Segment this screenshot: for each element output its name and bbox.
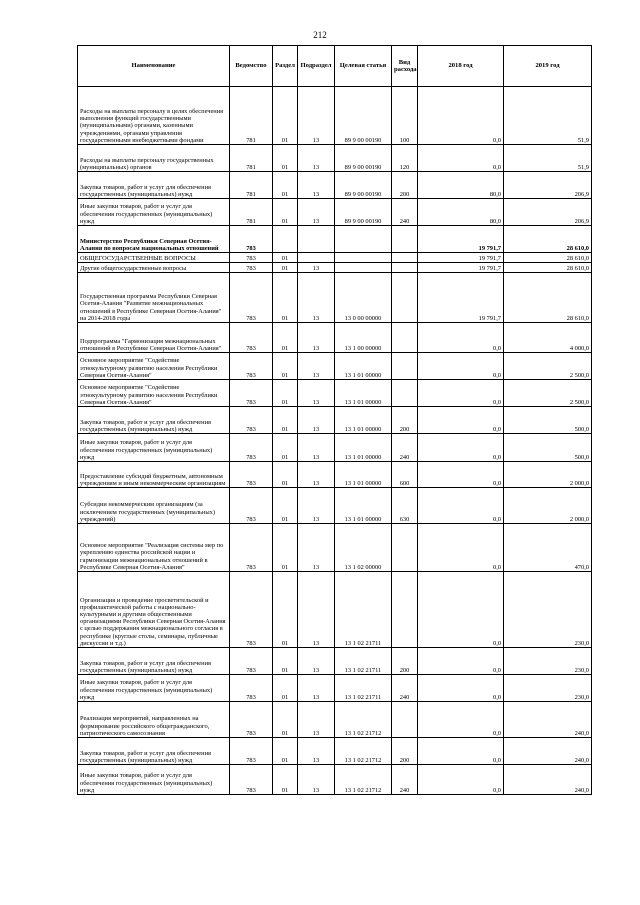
cell-2018: 0,0 bbox=[418, 145, 504, 172]
header-2019: 2019 год bbox=[504, 46, 592, 87]
cell-subsection bbox=[298, 253, 335, 263]
cell-ministry: 783 bbox=[230, 253, 273, 263]
cell-section: 01 bbox=[273, 488, 298, 524]
cell-expense-type: 200 bbox=[392, 738, 418, 765]
cell-expense-type: 240 bbox=[392, 675, 418, 702]
cell-2019: 51,9 bbox=[504, 87, 592, 145]
cell-section: 01 bbox=[273, 738, 298, 765]
cell-expense-type: 240 bbox=[392, 434, 418, 462]
cell-2019: 230,0 bbox=[504, 572, 592, 648]
cell-target: 13 1 01 00000 bbox=[335, 380, 392, 407]
cell-2019: 500,0 bbox=[504, 434, 592, 462]
cell-name: Закупка товаров, работ и услуг для обеспечения государственных (муниципальных) нужд bbox=[78, 738, 230, 765]
table-row bbox=[78, 407, 592, 434]
cell-ministry: 783 bbox=[230, 380, 273, 407]
table-row bbox=[78, 675, 592, 702]
cell-2018: 19 791,7 bbox=[418, 226, 504, 253]
cell-2018: 0,0 bbox=[418, 488, 504, 524]
table-row bbox=[78, 524, 592, 572]
cell-ministry: 783 bbox=[230, 702, 273, 738]
table-row bbox=[78, 226, 592, 253]
table-row bbox=[78, 462, 592, 488]
cell-2018: 0,0 bbox=[418, 675, 504, 702]
table-row bbox=[78, 488, 592, 524]
cell-target: 13 1 00 00000 bbox=[335, 323, 392, 353]
cell-2018: 0,0 bbox=[418, 648, 504, 675]
cell-target: 89 9 00 00190 bbox=[335, 87, 392, 145]
cell-name: Министерство Республики Северная Осетия-Алания по вопросам национальных отношений bbox=[78, 226, 230, 253]
cell-2019: 2 500,0 bbox=[504, 380, 592, 407]
table-row bbox=[78, 145, 592, 172]
cell-2019: 2 500,0 bbox=[504, 353, 592, 380]
header-target: Целевая статья bbox=[335, 46, 392, 87]
cell-name: Предоставление субсидий бюджетным, автономным учреждениям и иным некоммерческим организациям bbox=[78, 462, 230, 488]
cell-subsection: 13 bbox=[298, 323, 335, 353]
cell-expense-type bbox=[392, 702, 418, 738]
cell-target: 89 9 00 00190 bbox=[335, 199, 392, 226]
cell-subsection: 13 bbox=[298, 145, 335, 172]
cell-ministry: 781 bbox=[230, 87, 273, 145]
cell-target: 13 1 02 21712 bbox=[335, 702, 392, 738]
cell-section: 01 bbox=[273, 675, 298, 702]
cell-section: 01 bbox=[273, 172, 298, 199]
cell-2019: 28 610,0 bbox=[504, 263, 592, 273]
table-row bbox=[78, 172, 592, 199]
cell-expense-type: 200 bbox=[392, 648, 418, 675]
cell-name: Расходы на выплаты персоналу в целях обеспечения выполнения функций государственными (муниципальными) органами, казенными учреждениями, органами управления государственными внебюджетными фондами bbox=[78, 87, 230, 145]
cell-subsection: 13 bbox=[298, 353, 335, 380]
cell-2019: 4 000,0 bbox=[504, 323, 592, 353]
cell-subsection: 13 bbox=[298, 702, 335, 738]
cell-2018: 0,0 bbox=[418, 434, 504, 462]
cell-subsection: 13 bbox=[298, 462, 335, 488]
cell-ministry: 781 bbox=[230, 172, 273, 199]
cell-2018: 0,0 bbox=[418, 380, 504, 407]
cell-2019: 2 000,0 bbox=[504, 462, 592, 488]
header-subsection: Подраздел bbox=[298, 46, 335, 87]
cell-subsection: 13 bbox=[298, 738, 335, 765]
cell-ministry: 781 bbox=[230, 145, 273, 172]
table-row bbox=[78, 253, 592, 263]
cell-name: Государственная программа Республики Северная Осетия-Алания "Развитие межнациональных отношений в Республике Северная Осетия-Алания" на 2014-2018 годы bbox=[78, 273, 230, 323]
cell-name: Основное мероприятие "Содействие этнокультурному развитию населения Республики Северная Осетия-Алания" bbox=[78, 353, 230, 380]
cell-expense-type: 200 bbox=[392, 407, 418, 434]
cell-ministry: 783 bbox=[230, 226, 273, 253]
table-row bbox=[78, 648, 592, 675]
cell-subsection: 13 bbox=[298, 675, 335, 702]
cell-name: Закупка товаров, работ и услуг для обеспечения государственных (муниципальных) нужд bbox=[78, 172, 230, 199]
cell-expense-type: 100 bbox=[392, 87, 418, 145]
cell-expense-type bbox=[392, 323, 418, 353]
cell-2019: 28 610,0 bbox=[504, 226, 592, 253]
cell-subsection: 13 bbox=[298, 434, 335, 462]
cell-2018: 0,0 bbox=[418, 572, 504, 648]
header-2018: 2018 год bbox=[418, 46, 504, 87]
cell-target: 89 9 00 00190 bbox=[335, 172, 392, 199]
cell-target: 89 9 00 00190 bbox=[335, 145, 392, 172]
cell-expense-type: 240 bbox=[392, 199, 418, 226]
cell-ministry: 783 bbox=[230, 488, 273, 524]
cell-ministry: 783 bbox=[230, 572, 273, 648]
cell-ministry: 783 bbox=[230, 648, 273, 675]
cell-ministry: 783 bbox=[230, 273, 273, 323]
cell-name: Иные закупки товаров, работ и услуг для обеспечения государственных (муниципальных) нужд bbox=[78, 765, 230, 795]
table-header-row bbox=[78, 46, 592, 87]
table-row bbox=[78, 765, 592, 795]
cell-subsection: 13 bbox=[298, 199, 335, 226]
cell-subsection: 13 bbox=[298, 765, 335, 795]
cell-ministry: 783 bbox=[230, 675, 273, 702]
cell-target bbox=[335, 253, 392, 263]
cell-section: 01 bbox=[273, 273, 298, 323]
header-section: Раздел bbox=[273, 46, 298, 87]
cell-ministry: 783 bbox=[230, 407, 273, 434]
cell-2018: 0,0 bbox=[418, 702, 504, 738]
table-row bbox=[78, 273, 592, 323]
cell-2019: 2 000,0 bbox=[504, 488, 592, 524]
cell-expense-type: 120 bbox=[392, 145, 418, 172]
cell-2018: 0,0 bbox=[418, 524, 504, 572]
table-row bbox=[78, 380, 592, 407]
cell-target: 13 1 02 21712 bbox=[335, 765, 392, 795]
cell-section: 01 bbox=[273, 199, 298, 226]
cell-ministry: 783 bbox=[230, 434, 273, 462]
table-body bbox=[78, 87, 592, 795]
cell-subsection: 13 bbox=[298, 488, 335, 524]
cell-name: Иные закупки товаров, работ и услуг для обеспечения государственных (муниципальных) нужд bbox=[78, 675, 230, 702]
cell-section: 01 bbox=[273, 524, 298, 572]
cell-ministry: 783 bbox=[230, 462, 273, 488]
table-row bbox=[78, 323, 592, 353]
cell-target: 13 1 02 21712 bbox=[335, 738, 392, 765]
cell-2019: 240,0 bbox=[504, 702, 592, 738]
cell-expense-type bbox=[392, 353, 418, 380]
cell-section: 01 bbox=[273, 145, 298, 172]
cell-ministry: 783 bbox=[230, 263, 273, 273]
cell-2019: 240,0 bbox=[504, 738, 592, 765]
table-row bbox=[78, 199, 592, 226]
cell-target: 13 1 01 00000 bbox=[335, 488, 392, 524]
cell-2019: 206,9 bbox=[504, 172, 592, 199]
cell-target: 13 1 02 21711 bbox=[335, 572, 392, 648]
cell-name: Иные закупки товаров, работ и услуг для обеспечения государственных (муниципальных) нужд bbox=[78, 199, 230, 226]
header-name: Наименование bbox=[78, 46, 230, 87]
table-row bbox=[78, 702, 592, 738]
cell-section: 01 bbox=[273, 765, 298, 795]
table-row bbox=[78, 738, 592, 765]
cell-2019: 51,9 bbox=[504, 145, 592, 172]
cell-name: Закупка товаров, работ и услуг для обеспечения государственных (муниципальных) нужд bbox=[78, 407, 230, 434]
cell-ministry: 783 bbox=[230, 353, 273, 380]
cell-2018: 19 791,7 bbox=[418, 273, 504, 323]
cell-2018: 0,0 bbox=[418, 738, 504, 765]
cell-2019: 230,0 bbox=[504, 675, 592, 702]
cell-target bbox=[335, 226, 392, 253]
cell-section: 01 bbox=[273, 263, 298, 273]
header-ministry: Ведомство bbox=[230, 46, 273, 87]
cell-name: Другие общегосударственные вопросы bbox=[78, 263, 230, 273]
cell-name: Иные закупки товаров, работ и услуг для обеспечения государственных (муниципальных) нужд bbox=[78, 434, 230, 462]
cell-section: 01 bbox=[273, 87, 298, 145]
cell-expense-type: 240 bbox=[392, 765, 418, 795]
cell-expense-type bbox=[392, 380, 418, 407]
cell-name: ОБЩЕГОСУДАРСТВЕННЫЕ ВОПРОСЫ bbox=[78, 253, 230, 263]
page-number: 212 bbox=[313, 30, 327, 40]
cell-subsection: 13 bbox=[298, 648, 335, 675]
table-row bbox=[78, 353, 592, 380]
cell-target: 13 1 01 00000 bbox=[335, 353, 392, 380]
cell-section: 01 bbox=[273, 323, 298, 353]
cell-target: 13 1 02 21711 bbox=[335, 648, 392, 675]
cell-subsection: 13 bbox=[298, 87, 335, 145]
cell-section bbox=[273, 226, 298, 253]
cell-section: 01 bbox=[273, 572, 298, 648]
cell-2019: 28 610,0 bbox=[504, 253, 592, 263]
cell-name: Основное мероприятие "Реализация системы мер по укреплению единства российской нации и гармонизации межнациональных отношений в Республике Северная Осетия-Алания" bbox=[78, 524, 230, 572]
table-row bbox=[78, 263, 592, 273]
cell-2019: 500,0 bbox=[504, 407, 592, 434]
cell-expense-type bbox=[392, 226, 418, 253]
cell-target: 13 0 00 00000 bbox=[335, 273, 392, 323]
cell-name: Организация и проведение просветительской и профилактической работы с национально-культурными и другими общественными организациями Республики Северная Осетия-Алания с целью поддержания межнационального согласия в республике (круглые столы, семинары, публичные дискуссии и т.д.) bbox=[78, 572, 230, 648]
cell-section: 01 bbox=[273, 253, 298, 263]
table-row bbox=[78, 87, 592, 145]
cell-expense-type bbox=[392, 273, 418, 323]
cell-ministry: 783 bbox=[230, 765, 273, 795]
cell-expense-type bbox=[392, 572, 418, 648]
cell-2019: 28 610,0 bbox=[504, 273, 592, 323]
cell-2019: 240,0 bbox=[504, 765, 592, 795]
cell-subsection: 13 bbox=[298, 407, 335, 434]
cell-2018: 80,0 bbox=[418, 199, 504, 226]
cell-subsection: 13 bbox=[298, 524, 335, 572]
cell-section: 01 bbox=[273, 380, 298, 407]
cell-name: Реализация мероприятий, направленных на формирование российского общегражданского, патриотического самосознания bbox=[78, 702, 230, 738]
cell-section: 01 bbox=[273, 434, 298, 462]
cell-section: 01 bbox=[273, 462, 298, 488]
cell-name: Подпрограмма "Гармонизация межнациональных отношений в Республике Северная Осетия-Алания" bbox=[78, 323, 230, 353]
cell-target: 13 1 01 00000 bbox=[335, 407, 392, 434]
cell-2018: 19 791,7 bbox=[418, 253, 504, 263]
cell-name: Субсидии некоммерческим организациям (за исключением государственных (муниципальных) учреждений) bbox=[78, 488, 230, 524]
cell-2019: 230,0 bbox=[504, 648, 592, 675]
cell-2018: 0,0 bbox=[418, 462, 504, 488]
cell-ministry: 783 bbox=[230, 323, 273, 353]
cell-subsection: 13 bbox=[298, 273, 335, 323]
cell-subsection bbox=[298, 226, 335, 253]
cell-ministry: 781 bbox=[230, 199, 273, 226]
cell-subsection: 13 bbox=[298, 572, 335, 648]
cell-section: 01 bbox=[273, 702, 298, 738]
cell-2018: 80,0 bbox=[418, 172, 504, 199]
cell-expense-type bbox=[392, 524, 418, 572]
cell-section: 01 bbox=[273, 407, 298, 434]
cell-target bbox=[335, 263, 392, 273]
cell-section: 01 bbox=[273, 353, 298, 380]
cell-subsection: 13 bbox=[298, 380, 335, 407]
cell-name: Основное мероприятие "Содействие этнокультурному развитию населения Республики Северная Осетия-Алания" bbox=[78, 380, 230, 407]
cell-2018: 0,0 bbox=[418, 353, 504, 380]
cell-name: Расходы на выплаты персоналу государственных (муниципальных) органов bbox=[78, 145, 230, 172]
cell-2018: 19 791,7 bbox=[418, 263, 504, 273]
cell-2019: 206,9 bbox=[504, 199, 592, 226]
cell-2018: 0,0 bbox=[418, 407, 504, 434]
cell-name: Закупка товаров, работ и услуг для обеспечения государственных (муниципальных) нужд bbox=[78, 648, 230, 675]
cell-2018: 0,0 bbox=[418, 323, 504, 353]
cell-section: 01 bbox=[273, 648, 298, 675]
cell-target: 13 1 01 00000 bbox=[335, 462, 392, 488]
cell-2018: 0,0 bbox=[418, 765, 504, 795]
cell-expense-type: 200 bbox=[392, 172, 418, 199]
cell-expense-type bbox=[392, 253, 418, 263]
table-row bbox=[78, 572, 592, 648]
cell-expense-type: 630 bbox=[392, 488, 418, 524]
cell-2019: 470,0 bbox=[504, 524, 592, 572]
cell-ministry: 783 bbox=[230, 524, 273, 572]
cell-expense-type bbox=[392, 263, 418, 273]
cell-ministry: 783 bbox=[230, 738, 273, 765]
cell-target: 13 1 02 00000 bbox=[335, 524, 392, 572]
cell-subsection: 13 bbox=[298, 172, 335, 199]
header-expense-type: Вид расхода bbox=[392, 46, 418, 87]
cell-target: 13 1 01 00000 bbox=[335, 434, 392, 462]
cell-2018: 0,0 bbox=[418, 87, 504, 145]
cell-target: 13 1 02 21711 bbox=[335, 675, 392, 702]
cell-expense-type: 600 bbox=[392, 462, 418, 488]
budget-table bbox=[77, 45, 592, 795]
table-row bbox=[78, 434, 592, 462]
cell-subsection: 13 bbox=[298, 263, 335, 273]
